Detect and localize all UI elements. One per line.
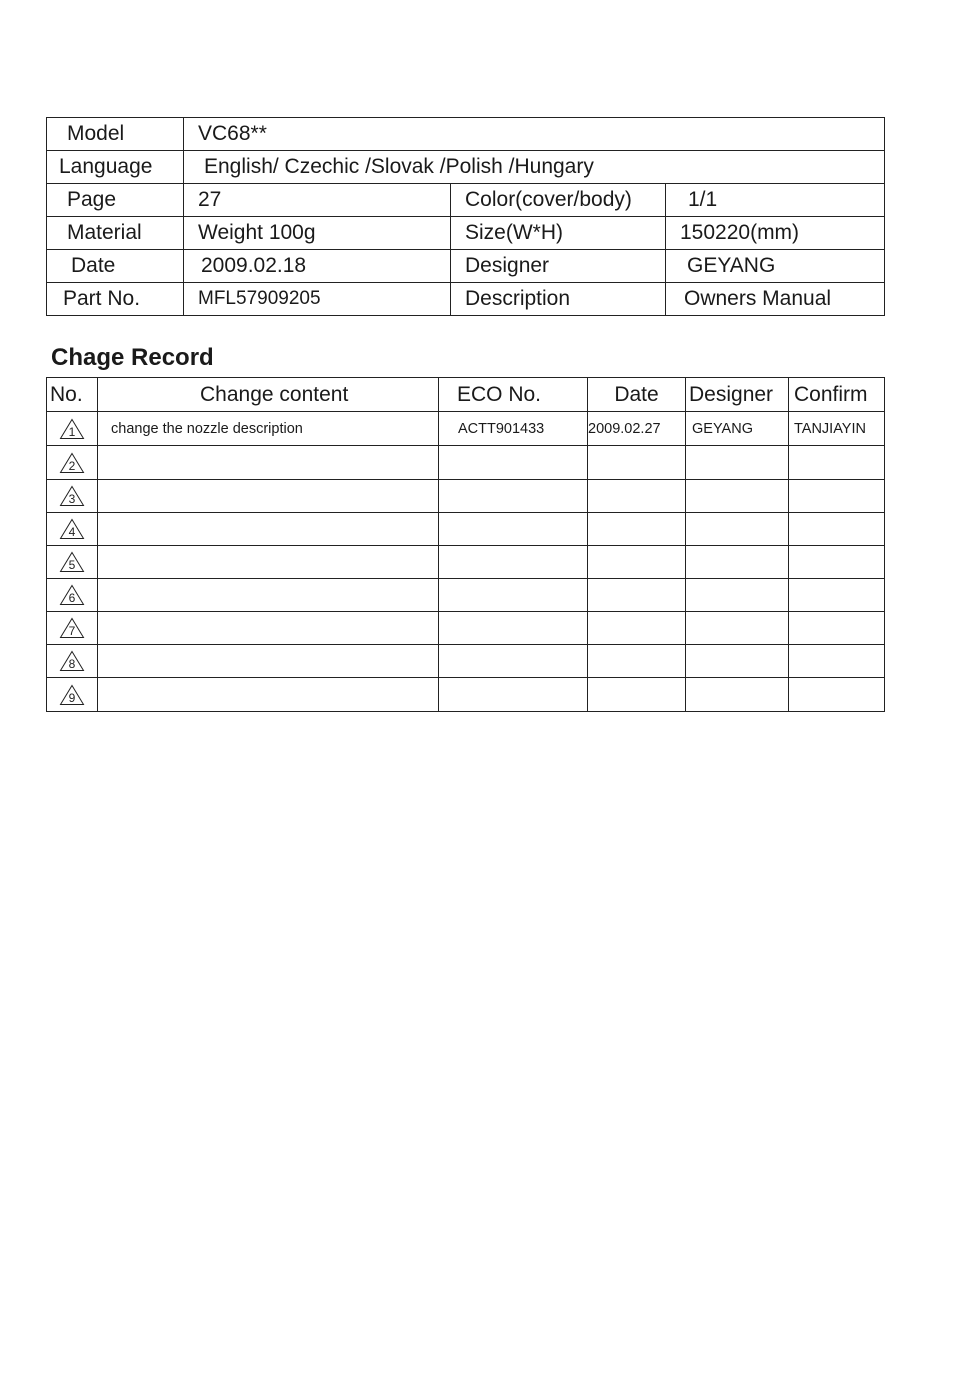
revision-triangle-icon [59, 584, 85, 606]
info-row-model [47, 118, 885, 151]
revision-number: 3 [68, 492, 76, 506]
info-row-material [47, 217, 885, 250]
table-row [47, 579, 885, 612]
change-designer-cell [686, 446, 789, 480]
revision-no-cell [47, 612, 98, 645]
change-content-cell [98, 645, 439, 678]
eco-no-cell [439, 513, 588, 546]
page-value: 27 [184, 184, 451, 217]
revision-triangle-icon [59, 418, 85, 440]
size-label: Size(W*H) [451, 217, 666, 250]
description-label: Description [451, 283, 666, 316]
revision-number: 5 [68, 558, 76, 572]
revision-triangle-icon [59, 551, 85, 573]
confirm-cell [789, 678, 885, 712]
header-date: Date [588, 378, 686, 412]
revision-number: 2 [68, 458, 76, 473]
page-label: Page [47, 184, 184, 217]
change-designer-cell [686, 480, 789, 513]
revision-number: 4 [68, 525, 76, 539]
change-content-cell: change the nozzle description [98, 412, 439, 446]
info-row-language [47, 151, 885, 184]
table-row [47, 546, 885, 579]
change-date-cell [588, 645, 686, 678]
change-record-header-row [47, 378, 885, 412]
change-designer-cell: GEYANG [686, 412, 789, 446]
change-date-cell: 2009.02.27 [588, 412, 686, 446]
model-label: Model [47, 118, 184, 151]
description-value: Owners Manual [666, 283, 885, 316]
color-value: 1/1 [666, 184, 885, 217]
revision-triangle-icon [59, 518, 85, 540]
change-content-cell [98, 480, 439, 513]
eco-no-cell [439, 446, 588, 480]
color-label: Color(cover/body) [451, 184, 666, 217]
designer-value: GEYANG [666, 250, 885, 283]
change-content-cell [98, 446, 439, 480]
table-row [47, 480, 885, 513]
partno-label: Part No. [47, 283, 184, 316]
table-row [47, 612, 885, 645]
revision-triangle-icon [59, 617, 85, 639]
table-row [47, 678, 885, 712]
change-date-cell [588, 579, 686, 612]
header-change-content: Change content [98, 378, 439, 412]
document-info-table [46, 117, 885, 316]
confirm-cell [789, 579, 885, 612]
change-designer-cell [686, 612, 789, 645]
eco-no-cell: ACTT901433 [439, 412, 588, 446]
confirm-cell [789, 513, 885, 546]
change-record-body [47, 412, 885, 712]
material-label: Material [47, 217, 184, 250]
revision-triangle-icon [59, 650, 85, 672]
revision-no-cell [47, 412, 98, 446]
revision-triangle-icon [59, 684, 85, 706]
revision-number: 1 [68, 424, 76, 439]
revision-number: 7 [68, 624, 76, 638]
revision-number: 9 [68, 690, 76, 705]
change-date-cell [588, 446, 686, 480]
language-label: Language [47, 151, 184, 184]
change-content-cell [98, 513, 439, 546]
revision-no-cell [47, 546, 98, 579]
partno-value: MFL57909205 [184, 283, 451, 316]
change-content-cell [98, 546, 439, 579]
eco-no-cell [439, 546, 588, 579]
eco-no-cell [439, 579, 588, 612]
revision-no-cell [47, 645, 98, 678]
change-content-cell [98, 579, 439, 612]
eco-no-cell [439, 612, 588, 645]
table-row [47, 446, 885, 480]
eco-no-cell [439, 645, 588, 678]
change-date-cell [588, 513, 686, 546]
revision-number: 8 [68, 657, 76, 671]
model-value: VC68** [184, 118, 885, 151]
header-confirm: Confirm [789, 378, 885, 412]
confirm-cell [789, 546, 885, 579]
change-content-cell [98, 678, 439, 712]
date-label: Date [47, 250, 184, 283]
change-designer-cell [686, 645, 789, 678]
confirm-cell: TANJIAYIN [789, 412, 885, 446]
change-designer-cell [686, 513, 789, 546]
info-row-date [47, 250, 885, 283]
change-record-title: Chage Record [51, 344, 214, 371]
header-designer: Designer [686, 378, 789, 412]
date-value: 2009.02.18 [184, 250, 451, 283]
change-date-cell [588, 612, 686, 645]
revision-triangle-icon [59, 485, 85, 507]
revision-no-cell [47, 446, 98, 480]
change-content-cell [98, 612, 439, 645]
designer-label: Designer [451, 250, 666, 283]
revision-number: 6 [68, 591, 76, 605]
change-date-cell [588, 678, 686, 712]
eco-no-cell [439, 678, 588, 712]
table-row [47, 412, 885, 446]
size-value: 150220(mm) [666, 217, 885, 250]
info-row-page [47, 184, 885, 217]
table-row [47, 513, 885, 546]
change-designer-cell [686, 678, 789, 712]
header-eco-no: ECO No. [439, 378, 588, 412]
change-designer-cell [686, 546, 789, 579]
change-record-table [46, 377, 885, 712]
confirm-cell [789, 446, 885, 480]
revision-triangle-icon [59, 452, 85, 474]
confirm-cell [789, 612, 885, 645]
table-row [47, 645, 885, 678]
material-value: Weight 100g [184, 217, 451, 250]
revision-no-cell [47, 579, 98, 612]
revision-no-cell [47, 513, 98, 546]
change-date-cell [588, 480, 686, 513]
header-no: No. [47, 378, 98, 412]
revision-no-cell [47, 480, 98, 513]
eco-no-cell [439, 480, 588, 513]
confirm-cell [789, 645, 885, 678]
confirm-cell [789, 480, 885, 513]
info-row-partno [47, 283, 885, 316]
change-date-cell [588, 546, 686, 579]
change-designer-cell [686, 579, 789, 612]
revision-no-cell [47, 678, 98, 712]
language-value: English/ Czechic /Slovak /Polish /Hungary [184, 151, 885, 184]
